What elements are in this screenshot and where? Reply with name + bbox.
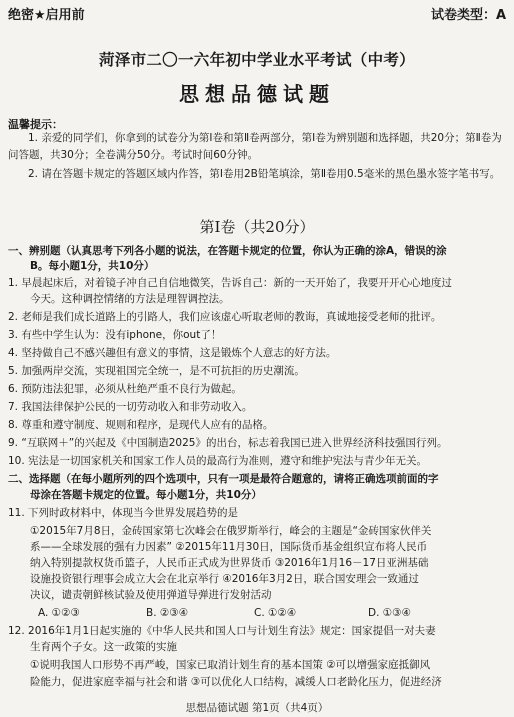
question-line: 7. 我国法律保护公民的一切劳动收入和非劳动收入。 bbox=[8, 401, 253, 413]
header-bar bbox=[8, 4, 506, 22]
question-line: 5. 加强两岸交流，实现祖国完全统一，是不可抗拒的历史潮流。 bbox=[8, 365, 305, 377]
exam-title: 菏泽市二〇一六年初中学业水平考试（中考） bbox=[98, 51, 415, 69]
question-line: ①说明我国人口形势不再严峻，国家已取消计划生育的基本国策 ②可以增强家庭抵御风 bbox=[30, 659, 431, 671]
section-heading-cont: 母涂在答题卡规定的位置。每小题1分，共10分） bbox=[30, 489, 262, 501]
tip-item-2: 2. 请在答题卡规定的答题区域内作答，第Ⅰ卷用2B铅笔填涂，第Ⅱ卷用0.5毫米的黑色墨水签字笔书写。 bbox=[28, 168, 501, 180]
option-c: C. ①②④ bbox=[254, 607, 297, 619]
question-line: 设施投资银行理事会成立大会在北京举行 ④2016年3月2日，联合国安理会一致通过 bbox=[30, 573, 419, 585]
question-line: 1. 早晨起床后，对着镜子冲自己自信地微笑，告诉自己：新的一天开始了，我要开开心心地度过 bbox=[8, 277, 452, 289]
option-d: D. ①③④ bbox=[368, 607, 411, 619]
question-line: 系——全球发展的强有力因素” ②2015年11月30日，国际货币基金组织宣布将人民币 bbox=[30, 541, 428, 553]
part-title: 第Ⅰ卷（共20分） bbox=[199, 218, 315, 236]
question-line: 10. 宪法是一切国家机关和国家工作人员的最高行为准则，遵守和维护宪法与青少年无关。 bbox=[8, 455, 428, 467]
subject-title: 思想品德试题 bbox=[179, 82, 335, 106]
section-heading: 一、辨别题（认真思考下列各小题的说法，在答题卡规定的位置，你认为正确的涂A，错误的涂 bbox=[8, 245, 447, 257]
question-line: 生育两个子女。这一政策的实施 bbox=[30, 641, 177, 653]
option-b: B. ②③④ bbox=[146, 607, 189, 619]
paper-type: 试卷类型：A bbox=[430, 8, 506, 23]
question-line: 8. 尊重和遵守制度、规则和程序，是现代人应有的品格。 bbox=[8, 419, 274, 431]
question-line: 11. 下列时政材料中，体现当今世界发展趋势的是 bbox=[8, 507, 239, 519]
secret-label: 绝密★启用前 bbox=[8, 8, 85, 23]
section-heading-cont: B。每小题1分，共10分） bbox=[30, 260, 155, 272]
question-line: 9. “互联网＋”的兴起及《中国制造2025》的出台，标志着我国已进入世界经济科技强国行列。 bbox=[8, 437, 448, 449]
question-line: 12. 2016年1月1日起实施的《中华人民共和国人口与计划生育法》规定：国家提倡一对夫妻 bbox=[8, 625, 436, 637]
question-line: 纳入特别提款权货币篮子，人民币正式成为世界货币 ③2016年1月16－17日亚洲基础 bbox=[30, 557, 429, 569]
question-line: 今天。这种调控情绪的方法是理智调控法。 bbox=[30, 293, 230, 305]
option-a: A. ①②③ bbox=[38, 607, 80, 619]
question-line: 6. 预防违法犯罪，必须从杜绝严重不良行为做起。 bbox=[8, 383, 242, 395]
question-line: 险能力，促进家庭幸福与社会和谐 ③可以优化人口结构，减缓人口老龄化压力，促进经济 bbox=[30, 676, 442, 688]
question-line: 4. 坚持做自己不感兴趣但有意义的事情，这是锻炼个人意志的好方法。 bbox=[8, 347, 337, 359]
tips-title: 温馨提示： bbox=[8, 118, 63, 131]
question-line: ①2015年7月8日，金砖国家第七次峰会在俄罗斯举行，峰会的主题是“金砖国家伙伴关 bbox=[30, 525, 432, 537]
page-footer: 思想品德试题 第1页（共4页） bbox=[185, 702, 329, 714]
tip-item-1: 1. 亲爱的同学们，你拿到的试卷分为第Ⅰ卷和第Ⅱ卷两部分，第Ⅰ卷为辨别题和选择题，共20分；第Ⅱ卷为问答题，共30分；全卷满分50分。考试时间60分钟。 bbox=[8, 132, 502, 161]
question-line: 3. 有些中学生认为：没有iphone，你out了！ bbox=[8, 329, 222, 341]
section-heading: 二、选择题（在每小题所列的四个选项中，只有一项是最符合题意的，请将正确选项前面的字 bbox=[8, 473, 439, 485]
question-line: 2. 老师是我们成长道路上的引路人，我们应该虚心听取老师的教诲，真诚地接受老师的批评。 bbox=[8, 311, 442, 323]
question-line: 决议，谴责朝鲜核试验及使用弹道导弹进行发射活动 bbox=[30, 589, 272, 601]
